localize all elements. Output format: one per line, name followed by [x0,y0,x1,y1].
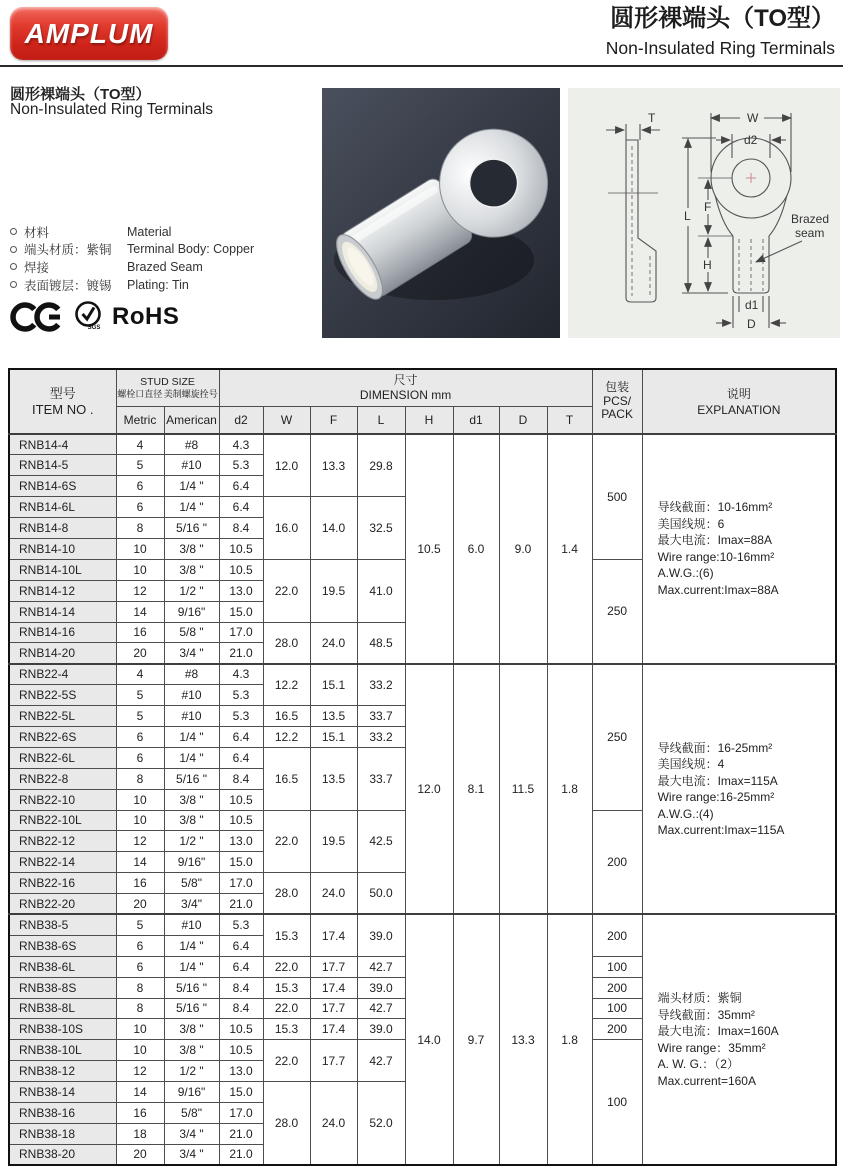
american-cell: 9/16" [164,1082,219,1103]
list-item [10,223,315,241]
metric-cell: 6 [116,726,164,747]
w-cell: 22.0 [263,559,310,622]
ce-mark-icon [10,301,64,333]
metric-cell: 5 [116,685,164,706]
header-l: L [357,406,405,434]
l-cell: 29.8 [357,434,405,497]
dim-label-l: L [684,209,691,223]
american-cell: 1/2 " [164,831,219,852]
spec-label-cn: 端头材质：紫铜 [24,243,112,258]
page-header [0,0,843,67]
d-cell: 13.3 [499,914,547,1165]
item-no-cell: RNB38-5 [9,914,116,935]
d-cell: 11.5 [499,664,547,915]
d2-cell: 10.5 [219,538,263,559]
metric-cell: 16 [116,873,164,894]
metric-cell: 8 [116,977,164,998]
h-cell: 12.0 [405,664,453,915]
w-cell: 12.2 [263,664,310,706]
explanation-line: Max.current:Imax=115A [657,823,785,838]
item-no-cell: RNB14-16 [9,622,116,643]
american-cell: 1/2 " [164,1061,219,1082]
list-item [10,258,315,276]
dim-label-w: W [747,111,759,125]
pack-qty-cell: 100 [592,998,642,1019]
metric-cell: 5 [116,914,164,935]
metric-cell: 14 [116,601,164,622]
w-cell: 28.0 [263,873,310,915]
explanation-line: 美国线规：4 [657,757,725,772]
american-cell: #10 [164,914,219,935]
header-dimension: 尺寸 DIMENSION mm [219,369,592,406]
pack-qty-cell: 100 [592,1040,642,1165]
metric-cell: 4 [116,664,164,685]
table-row [9,914,836,935]
american-cell: 9/16" [164,852,219,873]
dim-label-f: F [704,200,712,214]
metric-cell: 16 [116,1103,164,1124]
f-cell: 17.7 [310,1040,357,1082]
certification-marks [10,300,179,334]
d2-cell: 15.0 [219,1082,263,1103]
d2-cell: 21.0 [219,894,263,915]
d2-cell: 21.0 [219,1144,263,1165]
metric-cell: 5 [116,455,164,476]
l-cell: 32.5 [357,497,405,560]
item-no-cell: RNB14-10 [9,538,116,559]
w-cell: 15.3 [263,977,310,998]
american-cell: 5/16 " [164,977,219,998]
metric-cell: 12 [116,831,164,852]
spec-label-en: Brazed Seam [127,259,203,274]
d1-cell: 9.7 [453,914,499,1165]
d2-cell: 6.4 [219,747,263,768]
d2-cell: 10.5 [219,1019,263,1040]
metric-cell: 8 [116,998,164,1019]
spec-label-cn: 材料 [24,225,50,240]
dim-label-t: T [648,111,656,125]
l-cell: 48.5 [357,622,405,664]
metric-cell: 12 [116,580,164,601]
d2-cell: 10.5 [219,1040,263,1061]
page-title-en: Non-Insulated Ring Terminals [605,38,835,58]
d1-cell: 6.0 [453,434,499,664]
item-no-cell: RNB22-5S [9,685,116,706]
d2-cell: 10.5 [219,810,263,831]
american-cell: 3/8 " [164,789,219,810]
w-cell: 28.0 [263,1082,310,1166]
item-no-cell: RNB22-10 [9,789,116,810]
header-item-no: 型号 ITEM NO . [9,369,116,434]
d2-cell: 6.4 [219,935,263,956]
metric-cell: 16 [116,622,164,643]
pack-qty-cell: 200 [592,810,642,914]
item-no-cell: RNB14-5 [9,455,116,476]
d2-cell: 17.0 [219,873,263,894]
american-cell: 3/8 " [164,1019,219,1040]
sgs-mark-icon [73,300,103,334]
w-cell: 16.5 [263,706,310,727]
l-cell: 39.0 [357,977,405,998]
h-cell: 10.5 [405,434,453,664]
item-no-cell: RNB22-5L [9,706,116,727]
ring-terminal-photo-icon [322,88,560,338]
table-row [9,434,836,455]
item-no-cell: RNB22-6S [9,726,116,747]
american-cell: 1/4 " [164,726,219,747]
american-cell: 3/4" [164,894,219,915]
f-cell: 15.1 [310,726,357,747]
l-cell: 42.7 [357,956,405,977]
d2-cell: 8.4 [219,768,263,789]
metric-cell: 20 [116,643,164,664]
explanation-line: Wire range:16-25mm² [657,790,775,805]
american-cell: 3/8 " [164,559,219,580]
f-cell: 13.5 [310,747,357,810]
pack-qty-cell: 500 [592,434,642,559]
metric-cell: 18 [116,1123,164,1144]
pack-qty-cell: 250 [592,664,642,810]
page-title-cn: 圆形裸端头（TO型） [610,5,835,32]
l-cell: 42.5 [357,810,405,873]
d2-cell: 6.4 [219,476,263,497]
l-cell: 33.2 [357,726,405,747]
d2-cell: 13.0 [219,580,263,601]
american-cell: 1/2 " [164,580,219,601]
item-no-cell: RNB38-6S [9,935,116,956]
brand-name: AMPLUM [24,17,154,49]
pack-qty-cell: 200 [592,1019,642,1040]
explanation-line: Max.current:Imax=88A [657,582,779,597]
item-no-cell: RNB14-4 [9,434,116,455]
item-no-cell: RNB38-8S [9,977,116,998]
material-spec-list [10,223,315,293]
d2-cell: 8.4 [219,518,263,539]
american-cell: 5/16 " [164,998,219,1019]
svg-text:SGS: SGS [87,325,101,331]
metric-cell: 10 [116,538,164,559]
metric-cell: 10 [116,810,164,831]
spec-label-en: Material [127,224,172,239]
t-cell: 1.8 [547,664,592,915]
list-item [10,276,315,294]
item-no-cell: RNB38-20 [9,1144,116,1165]
f-cell: 17.4 [310,1019,357,1040]
metric-cell: 4 [116,434,164,455]
metric-cell: 6 [116,935,164,956]
d2-cell: 15.0 [219,601,263,622]
metric-cell: 8 [116,768,164,789]
spec-label-cn: 表面镀层：镀锡 [24,278,112,293]
header-d1: d1 [453,406,499,434]
l-cell: 39.0 [357,914,405,956]
explanation-line: 最大电流：Imax=88A [657,533,772,548]
f-cell: 17.4 [310,914,357,956]
explanation-cell [642,434,836,664]
w-cell: 22.0 [263,998,310,1019]
item-no-cell: RNB14-6S [9,476,116,497]
explanation-line: 导线截面：35mm² [657,1007,755,1022]
american-cell: 3/4 " [164,643,219,664]
f-cell: 24.0 [310,873,357,915]
header-stud-size: STUD SIZE 螺栓口直径 美制螺旋拴号 [116,369,219,406]
explanation-line: 导线截面：16-25mm² [657,740,773,755]
item-no-cell: RNB14-10L [9,559,116,580]
product-info [10,67,315,348]
item-no-cell: RNB22-8 [9,768,116,789]
spec-label-cn: 焊接 [24,260,50,275]
d2-cell: 4.3 [219,664,263,685]
american-cell: 1/4 " [164,956,219,977]
d2-cell: 5.3 [219,914,263,935]
d2-cell: 5.3 [219,455,263,476]
w-cell: 28.0 [263,622,310,664]
d2-cell: 13.0 [219,1061,263,1082]
dim-label-d: D [747,317,756,331]
item-no-cell: RNB38-16 [9,1103,116,1124]
dim-label-d2: d2 [744,133,758,147]
w-cell: 12.2 [263,726,310,747]
brazed-seam-label-2: seam [795,226,825,240]
pack-qty-cell: 100 [592,956,642,977]
f-cell: 19.5 [310,810,357,873]
metric-cell: 10 [116,1019,164,1040]
item-no-cell: RNB22-6L [9,747,116,768]
f-cell: 17.7 [310,956,357,977]
metric-cell: 12 [116,1061,164,1082]
explanation-line: 美国线规：6 [657,516,725,531]
d1-cell: 8.1 [453,664,499,915]
h-cell: 14.0 [405,914,453,1165]
d2-cell: 6.4 [219,726,263,747]
american-cell: 9/16" [164,601,219,622]
d2-cell: 21.0 [219,643,263,664]
american-cell: 1/4 " [164,497,219,518]
dimension-diagram [568,88,840,338]
item-no-cell: RNB14-12 [9,580,116,601]
explanation-cell [642,914,836,1165]
d2-cell: 6.4 [219,956,263,977]
spec-label-en: Terminal Body: Copper [127,242,255,257]
intro-section [0,67,843,348]
metric-cell: 20 [116,894,164,915]
amplum-logo [10,7,168,60]
f-cell: 19.5 [310,559,357,622]
american-cell: 1/4 " [164,747,219,768]
item-no-cell: RNB22-4 [9,664,116,685]
header-f: F [310,406,357,434]
bullet-icon [10,281,17,288]
item-no-cell: RNB14-8 [9,518,116,539]
explanation-line: A.W.G.:(6) [657,566,714,581]
l-cell: 33.7 [357,747,405,810]
metric-cell: 10 [116,559,164,580]
product-heading-cn: 圆形裸端头（TO型） [10,86,151,103]
f-cell: 15.1 [310,664,357,706]
f-cell: 17.7 [310,998,357,1019]
l-cell: 33.2 [357,664,405,706]
l-cell: 42.7 [357,998,405,1019]
f-cell: 13.5 [310,706,357,727]
w-cell: 15.3 [263,914,310,956]
pack-qty-cell: 250 [592,559,642,663]
item-no-cell: RNB38-10L [9,1040,116,1061]
header-t: T [547,406,592,434]
w-cell: 22.0 [263,810,310,873]
american-cell: 5/8 " [164,622,219,643]
pack-qty-cell: 200 [592,914,642,956]
d2-cell: 10.5 [219,559,263,580]
metric-cell: 14 [116,852,164,873]
l-cell: 33.7 [357,706,405,727]
explanation-line: Wire range:10-16mm² [657,549,775,564]
american-cell: #8 [164,664,219,685]
dim-label-h: H [703,258,712,272]
american-cell: #10 [164,455,219,476]
d2-cell: 8.4 [219,977,263,998]
pack-qty-cell: 200 [592,977,642,998]
american-cell: #8 [164,434,219,455]
item-no-cell: RNB22-14 [9,852,116,873]
explanation-line: 导线截面：10-16mm² [657,500,773,515]
table-row [9,664,836,685]
explanation-line: Wire range：35mm² [657,1040,766,1055]
d2-cell: 4.3 [219,434,263,455]
list-item [10,241,315,259]
item-no-cell: RNB22-20 [9,894,116,915]
metric-cell: 14 [116,1082,164,1103]
w-cell: 16.0 [263,497,310,560]
spec-label-en: Plating: Tin [127,277,189,292]
item-no-cell: RNB38-10S [9,1019,116,1040]
header-explanation: 说明 EXPLANATION [642,369,836,434]
item-no-cell: RNB38-12 [9,1061,116,1082]
dimension-diagram-icon [568,88,840,338]
bullet-icon [10,263,17,270]
metric-cell: 10 [116,789,164,810]
d2-cell: 21.0 [219,1123,263,1144]
w-cell: 15.3 [263,1019,310,1040]
metric-cell: 10 [116,1040,164,1061]
metric-cell: 6 [116,956,164,977]
l-cell: 41.0 [357,559,405,622]
d2-cell: 17.0 [219,622,263,643]
metric-cell: 6 [116,747,164,768]
explanation-line: 端头材质：紫铜 [657,991,742,1006]
american-cell: 5/8" [164,1103,219,1124]
american-cell: 3/4 " [164,1123,219,1144]
header-d: D [499,406,547,434]
header-d2: d2 [219,406,263,434]
d2-cell: 8.4 [219,998,263,1019]
f-cell: 14.0 [310,497,357,560]
item-no-cell: RNB38-18 [9,1123,116,1144]
american-cell: 3/4 " [164,1144,219,1165]
metric-cell: 8 [116,518,164,539]
item-no-cell: RNB22-10L [9,810,116,831]
explanation-line: A. W. G.：（2） [657,1057,739,1072]
metric-cell: 5 [116,706,164,727]
l-cell: 50.0 [357,873,405,915]
d2-cell: 10.5 [219,789,263,810]
item-no-cell: RNB22-12 [9,831,116,852]
rohs-mark: RoHS [112,303,180,330]
w-cell: 22.0 [263,956,310,977]
t-cell: 1.4 [547,434,592,664]
american-cell: 5/16 " [164,518,219,539]
american-cell: 5/16 " [164,768,219,789]
metric-cell: 6 [116,476,164,497]
f-cell: 24.0 [310,1082,357,1166]
header-titles [606,3,835,61]
f-cell: 24.0 [310,622,357,664]
american-cell: 1/4 " [164,935,219,956]
bullet-icon [10,228,17,235]
metric-cell: 6 [116,497,164,518]
l-cell: 52.0 [357,1082,405,1166]
d2-cell: 17.0 [219,1103,263,1124]
item-no-cell: RNB38-8L [9,998,116,1019]
item-no-cell: RNB38-14 [9,1082,116,1103]
d2-cell: 5.3 [219,685,263,706]
explanation-line: A.W.G.:(4) [657,806,714,821]
brazed-seam-label-1: Brazed [791,212,830,226]
item-no-cell: RNB14-14 [9,601,116,622]
american-cell: 3/8 " [164,810,219,831]
d2-cell: 6.4 [219,497,263,518]
american-cell: 3/8 " [164,538,219,559]
american-cell: 1/4 " [164,476,219,497]
t-cell: 1.8 [547,914,592,1165]
l-cell: 39.0 [357,1019,405,1040]
explanation-line: Max.current=160A [657,1073,756,1088]
dim-label-d1: d1 [745,298,759,312]
d2-cell: 5.3 [219,706,263,727]
american-cell: 3/8 " [164,1040,219,1061]
header-w: W [263,406,310,434]
item-no-cell: RNB14-20 [9,643,116,664]
american-cell: #10 [164,685,219,706]
item-no-cell: RNB38-6L [9,956,116,977]
w-cell: 12.0 [263,434,310,497]
f-cell: 17.4 [310,977,357,998]
header-metric: Metric [116,406,164,434]
explanation-line: 最大电流：Imax=115A [657,773,778,788]
item-no-cell: RNB14-6L [9,497,116,518]
spec-table [8,368,837,1166]
header-american: American [164,406,219,434]
header-h: H [405,406,453,434]
explanation-line: 最大电流：Imax=160A [657,1024,779,1039]
d2-cell: 13.0 [219,831,263,852]
d2-cell: 15.0 [219,852,263,873]
w-cell: 16.5 [263,747,310,810]
d-cell: 9.0 [499,434,547,664]
f-cell: 13.3 [310,434,357,497]
explanation-cell [642,664,836,915]
header-pack: 包装 PCS/ PACK [592,369,642,434]
bullet-icon [10,246,17,253]
american-cell: #10 [164,706,219,727]
american-cell: 5/8" [164,873,219,894]
l-cell: 42.7 [357,1040,405,1082]
product-heading-en: Non-Insulated Ring Terminals [10,101,214,118]
metric-cell: 20 [116,1144,164,1165]
item-no-cell: RNB22-16 [9,873,116,894]
w-cell: 22.0 [263,1040,310,1082]
product-photo [322,88,560,338]
